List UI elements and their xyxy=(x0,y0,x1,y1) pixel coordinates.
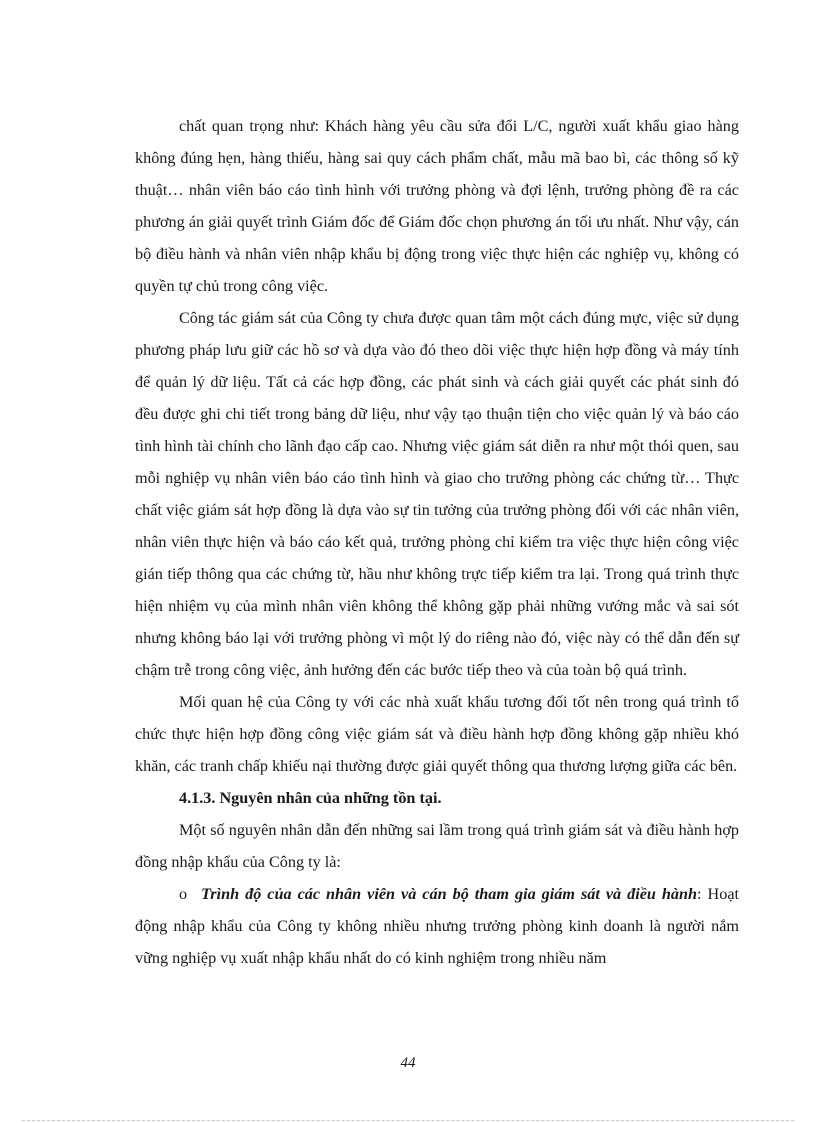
document-body xyxy=(135,110,739,974)
paragraph-1: chất quan trọng như: Khách hàng yêu cầu sửa đổi L/C, người xuất khẩu giao hàng không đúng hẹn, hàng thiếu, hàng sai quy cách phẩm chất, mẫu mã bao bì, các thông số kỹ thuật… nhân viên báo cáo tình hình với trưởng phòng và đợi lệnh, trưởng phòng đề ra các phương án giải quyết trình Giám đốc để Giám đốc chọn phương án tối ưu nhất. Như vậy, cán bộ điều hành và nhân viên nhập khẩu bị động trong việc thực hiện các nghiệp vụ, không có quyền tự chủ trong công việc. xyxy=(135,117,739,295)
bullet-separator: : xyxy=(697,885,702,903)
page-number: 44 xyxy=(400,1055,416,1071)
bullet-circle-icon: o xyxy=(179,885,188,903)
section-heading: 4.1.3. Nguyên nhân của những tồn tại. xyxy=(179,789,442,807)
page-bottom-divider xyxy=(22,1120,794,1121)
bullet-paragraph xyxy=(135,878,739,974)
bullet-title: Trình độ của các nhân viên và cán bộ tham gia giám sát và điều hành xyxy=(201,885,698,903)
bullet-body: Hoạt động nhập khẩu của Công ty không nhiều nhưng trưởng phòng kinh doanh là người nắm vững nghiệp vụ xuất nhập khẩu nhất do có kinh nghiệm trong nhiều năm xyxy=(135,885,740,967)
paragraph-3: Mối quan hệ của Công ty với các nhà xuất khẩu tương đối tốt nên trong quá trình tổ chức thực hiện hợp đồng công việc giám sát và điều hành hợp đồng không gặp nhiều khó khăn, các tranh chấp khiếu nại thường được giải quyết thông qua thương lượng giữa các bên. xyxy=(135,693,739,775)
paragraph-2: Công tác giám sát của Công ty chưa được quan tâm một cách đúng mực, việc sử dụng phương pháp lưu giữ các hồ sơ và dựa vào đó theo dõi việc thực hiện hợp đồng và máy tính để quản lý dữ liệu. Tất cả các hợp đồng, các phát sinh và cách giải quyết các phát sinh đó đều được ghi chi tiết trong bảng dữ liệu, như vậy tạo thuận tiện cho việc quản lý và báo cáo tình hình tài chính cho lãnh đạo cấp cao. Nhưng việc giám sát diễn ra như một thói quen, sau mỗi nghiệp vụ nhân viên báo cáo tình hình và giao cho trưởng phòng các chứng từ… Thực chất việc giám sát hợp đồng là dựa vào sự tin tưởng của trưởng phòng đối với các nhân viên, nhân viên thực hiện và báo cáo kết quả, trưởng phòng chỉ kiểm tra việc thực hiện công việc gián tiếp thông qua các chứng từ, hầu như không trực tiếp kiểm tra lại. Trong quá trình thực hiện nhiệm vụ của mình nhân viên không thể không gặp phải những vướng mắc và sai sót nhưng không báo lại với trưởng phòng vì một lý do riêng nào đó, việc này có thể dẫn đến sự chậm trễ trong công việc, ảnh hưởng đến các bước tiếp theo và của toàn bộ quá trình. xyxy=(135,309,739,679)
intro-paragraph: Một số nguyên nhân dẫn đến những sai lầm trong quá trình giám sát và điều hành hợp đồng nhập khẩu của Công ty là: xyxy=(135,821,739,871)
